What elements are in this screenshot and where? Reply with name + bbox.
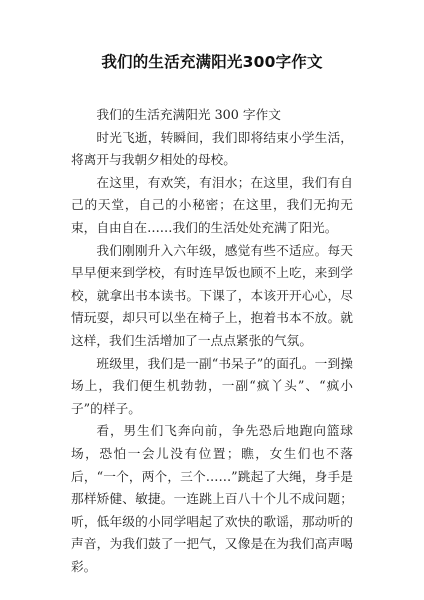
paragraph: 看，男生们飞奔向前，争先恐后地跑向篮球场，恐怕一会儿没有位置；瞧，女生们也不落后，“一个，两个，三个……”跳起了大绳，身手是那样矫健、敏捷。一连跳上百八十个儿不成问题；听，低年级的小同学唱起了欢快的歌谣，那动听的声音，为我们鼓了一把气，又像是在为我们高声喝彩。	[71, 423, 353, 574]
article-subtitle: 我们的生活充满阳光 300 字作文	[96, 107, 281, 122]
paragraph: 在这里，有欢笑，有泪水；在这里，我们有自己的天堂，自己的小秘密；在这里，我们无拘无束，自由自在……我们的生活处处充满了阳光。	[71, 174, 353, 235]
paragraph: 班级里，我们是一副“书呆子”的面孔。一到操场上，我们便生机勃勃，一副“疯丫头”、“疯小子”的样子。	[71, 355, 353, 416]
paragraph: 时光飞逝，转瞬间，我们即将结束小学生活，将离开与我朝夕相处的母校。	[71, 129, 353, 168]
page-title: 我们的生活充满阳光300字作文	[101, 53, 323, 71]
paragraph: 我们刚刚升入六年级，感觉有些不适应。每天早早便来到学校，有时连早饭也顾不上吃，来到学校，就拿出书本读书。下课了，本该开开心心，尽情玩耍，却只可以坐在椅子上，抱着书本不放。就这样，我们生活增加了一点点紧张的气氛。	[71, 242, 353, 348]
article-body	[71, 104, 353, 578]
